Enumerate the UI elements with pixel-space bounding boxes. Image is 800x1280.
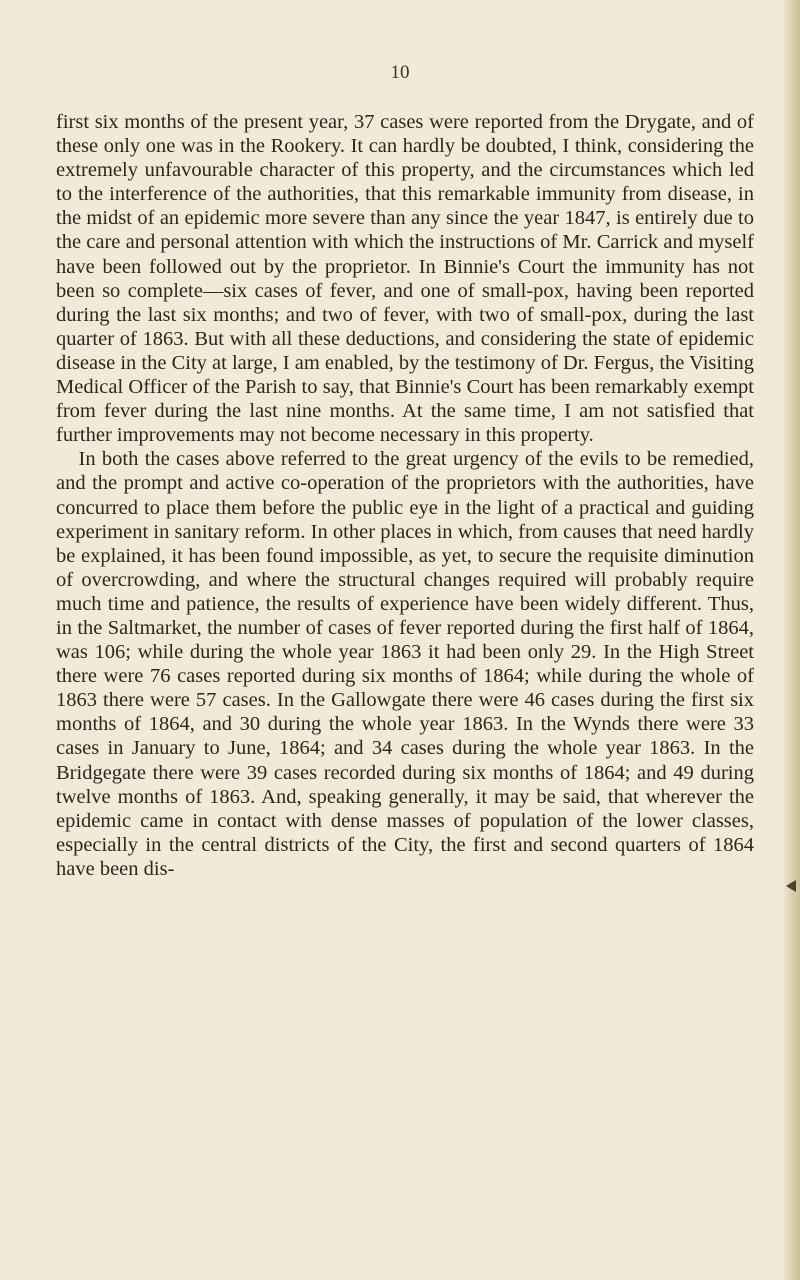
paragraph-2: In both the cases above referred to the great urgency of the evils to be remedied, and the prompt and active co-operation of the proprietors with the authorities, have concurred to place them before the public eye in the light of a practical and guiding experiment in sanitary reform. In other places in which, from causes that need hardly be explained, it has been found impossible, as yet, to secure the requisite diminution of overcrowding, and where the structural changes required will probably require much time and patience, the results of experience have been widely different. Thus, in the Saltmarket, the number of cases of fever reported during the first half of 1864, was 106; while during the whole year 1863 it had been only 29. In the High Street there were 76 cases reported during six months of 1864; while during the whole of 1863 there were 57 cases. In the Gallowgate there were 46 cases during the first six months of 1864, and 30 during the whole year 1863. In the Wynds there were 33 cases in January to June, 1864; and 34 cases during the whole year 1863. In the Bridgegate there were 39 cases recorded during six months of 1864; and 49 during twelve months of 1863. And, speaking generally, it may be said, that wherever the epidemic came in contact with dense masses of population of the lower classes, especially in the central districts of the City, the first and second quarters of 1864 have been dis-: [56, 448, 754, 880]
page-number: 10: [390, 62, 410, 83]
paragraph-1: first six months of the present year, 37 cases were reported from the Drygate, and of these only one was in the Rookery. It can hardly be doubted, I think, considering the extremely unfavourable character of this property, and the circumstances which led to the interference of the authorities, that this remarkable immunity from disease, in the midst of an epidemic more severe than any since the year 1847, is entirely due to the care and personal attention with which the instructions of Mr. Carrick and myself have been followed out by the proprietor. In Binnie's Court the immunity has not been so complete—six cases of fever, and one of small-pox, having been reported during the last six months; and two of fever, with two of small-pox, during the last quarter of 1863. But with all these deductions, and considering the state of epidemic disease in the City at large, I am enabled, by the testimony of Dr. Fergus, the Visiting Medical Officer of the Parish to say, that Binnie's Court has been remarkably exempt from fever during the last nine months. At the same time, I am not satisfied that further improvements may not become necessary in this property.: [56, 111, 754, 447]
body-text: [56, 110, 754, 881]
page-edge-shadow: [782, 0, 800, 1280]
margin-arrow-icon: [786, 880, 796, 892]
